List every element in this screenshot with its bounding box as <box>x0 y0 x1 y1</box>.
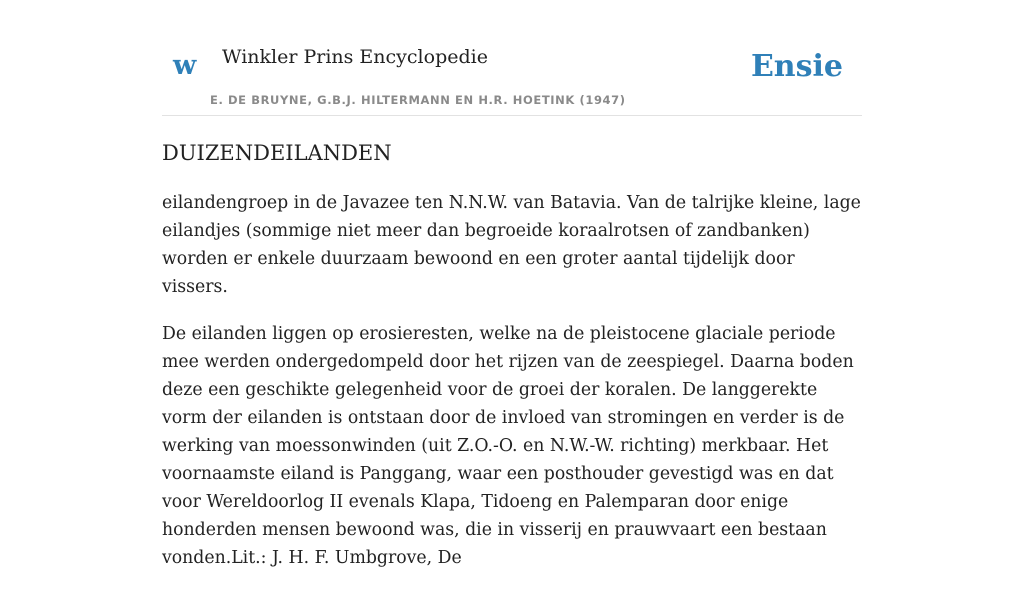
source-title[interactable]: Winkler Prins Encyclopedie <box>222 46 488 68</box>
article-paragraph: De eilanden liggen op erosieresten, welke na de pleistocene glaciale periode mee werden ondergedompeld door het rijzen van de zeespiegel. Daarna boden deze een geschikte gelegenheid voor de groei der koralen. De langgerekte vorm der eilanden is ontstaan door de invloed van stromingen en verder is de werking van moessonwinden (uit Z.O.-O. en N.W.-W. richting) merkbaar. Het voornaamste eiland is Panggang, waar een posthouder gevestigd was en dat voor Wereldoorlog II evenals Klapa, Tidoeng en Palemparan door enige honderden mensen bewoond was, die in visserij en prauwvaart een bestaan vonden.Lit.: J. H. F. Umbgrove, De <box>162 324 854 569</box>
article <box>162 140 862 591</box>
article-title: DUIZENDEILANDEN <box>162 141 392 165</box>
winkler-prins-logo[interactable]: w <box>173 50 197 81</box>
site-header <box>162 0 862 116</box>
ensie-brand-logo[interactable]: Ensie <box>750 49 843 84</box>
article-paragraph: eilandengroep in de Javazee ten N.N.W. van Batavia. Van de talrijke kleine, lage eilandjes (sommige niet meer dan begroeide koraalrotsen of zandbanken) worden er enkele duurzaam bewoond en een groter aantal tijdelijk door vissers. <box>162 193 861 298</box>
source-authors: E. DE BRUYNE, G.B.J. HILTERMANN EN H.R. HOETINK (1947) <box>210 93 626 107</box>
